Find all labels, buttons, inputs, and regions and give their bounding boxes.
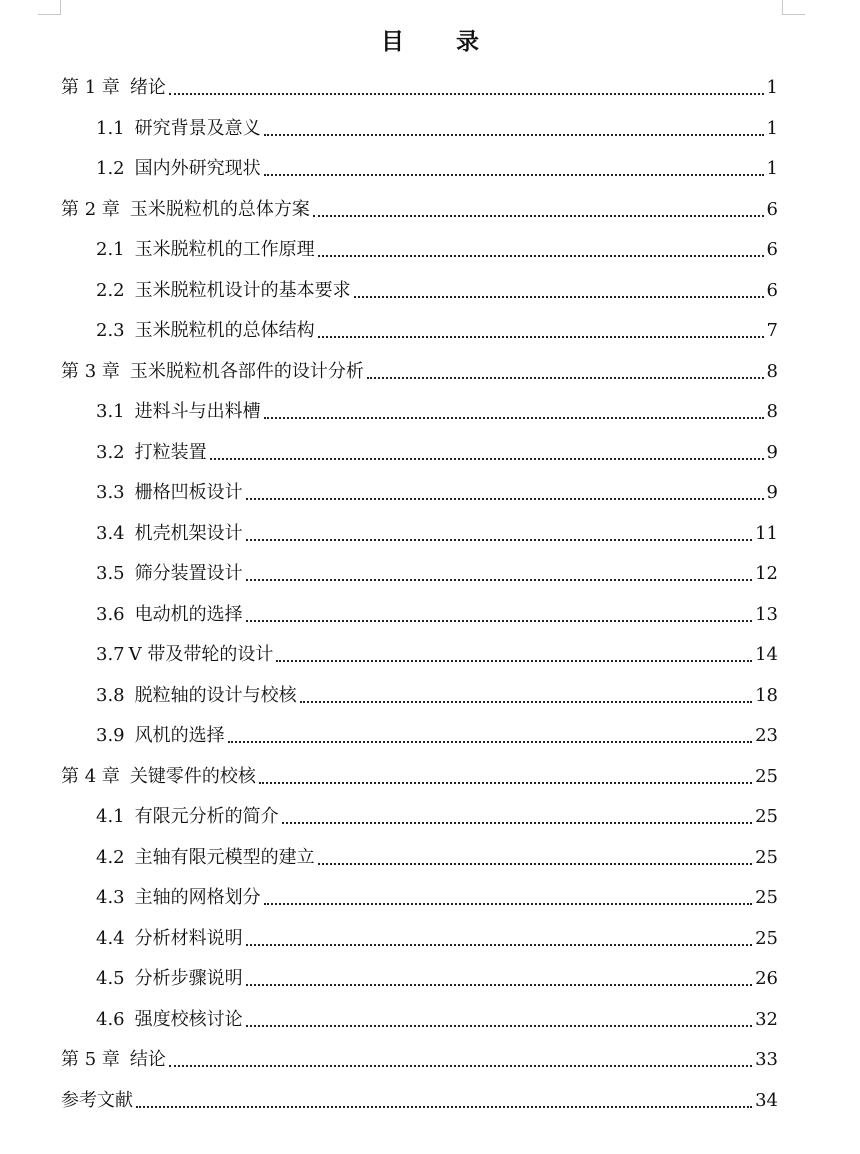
toc-chapter-entry[interactable] [61,192,778,222]
toc-entry-page-number: 25 [755,846,778,868]
toc-entry-page-number: 11 [755,522,778,544]
toc-section-entry[interactable] [96,556,778,586]
toc-entry-number: 1.1 [96,117,125,139]
toc-dot-leader [318,863,752,865]
toc-section-entry[interactable] [96,516,778,546]
toc-entry-page-number: 6 [766,198,778,220]
toc-chapter-entry[interactable] [61,759,778,789]
toc-entry-number: 3.3 [96,482,125,503]
toc-section-entry[interactable] [96,151,778,181]
toc-entry-number: 3.4 [96,522,125,544]
toc-dot-leader [354,296,764,298]
toc-dot-leader [169,1065,752,1067]
toc-section-entry[interactable] [96,1002,778,1032]
toc-entry-page-number: 1 [766,117,778,139]
toc-entry-page-number: 1 [766,158,778,179]
toc-entry-label: 参考文献 [61,1089,133,1111]
toc-entry-number: 3.7 [96,644,125,665]
toc-dot-leader [264,174,764,176]
toc-entry-page-number: 9 [766,482,778,503]
toc-entry-label: 研究背景及意义 [134,117,261,139]
toc-entry-page-number: 13 [755,603,778,625]
toc-entry-number: 3.8 [96,684,125,706]
toc-entry-page-number: 34 [755,1089,778,1111]
toc-entry-label: 结论 [129,1049,166,1070]
toc-dot-leader [264,134,764,136]
toc-entry-page-number: 12 [755,563,778,584]
toc-entry-page-number: 23 [755,725,778,746]
toc-section-entry[interactable] [96,111,778,141]
toc-entry-page-number: 25 [755,765,778,787]
toc-entry-label: 打粒装置 [134,441,207,463]
toc-entry-page-number: 25 [755,806,778,827]
toc-dot-leader [210,458,764,460]
toc-entry-label: 国内外研究现状 [134,158,261,179]
toc-entry-label: 脱粒轴的设计与校核 [134,684,297,706]
toc-entry-number: 2.1 [96,239,125,260]
toc-entry-label: 玉米脱粒机的总体方案 [129,198,310,220]
toc-dot-leader [136,1106,752,1108]
page-corner-mark-top-left [38,0,61,15]
toc-entry-number: 4.6 [96,1008,125,1030]
toc-entry-page-number: 32 [755,1008,778,1030]
toc-entry-label: 主轴有限元模型的建立 [134,846,315,868]
toc-section-entry[interactable] [96,840,778,870]
toc-entry-number: 3.6 [96,603,125,625]
toc-chapter-entry[interactable] [61,1083,778,1113]
toc-entry-number: 3.5 [96,563,125,584]
toc-entry-number: 第 4 章 [61,765,120,787]
toc-entry-label: V 带及带轮的设计 [128,644,274,665]
toc-entry-label: 绪论 [129,77,166,98]
toc-entry-page-number: 18 [755,684,778,706]
toc-entry-page-number: 25 [755,887,778,908]
toc-dot-leader [313,215,764,217]
toc-dot-leader [246,944,752,946]
toc-entry-page-number: 6 [766,239,778,260]
toc-section-entry[interactable] [96,880,778,910]
toc-entry-page-number: 6 [766,279,778,301]
toc-section-entry[interactable] [96,637,778,667]
page-corner-mark-top-right [782,0,805,15]
toc-section-entry[interactable] [96,718,778,748]
toc-entry-number: 4.1 [96,806,125,827]
toc-entry-number: 4.2 [96,846,125,868]
toc-entry-number: 3.1 [96,401,125,422]
toc-chapter-entry[interactable] [61,70,778,100]
toc-section-entry[interactable] [96,597,778,627]
toc-dot-leader [246,984,752,986]
toc-section-entry[interactable] [96,273,778,303]
toc-entry-number: 4.4 [96,927,125,949]
toc-dot-leader [318,336,764,338]
toc-entry-label: 分析材料说明 [134,927,243,949]
toc-entry-number: 3.2 [96,441,125,463]
toc-entry-page-number: 33 [755,1049,778,1070]
toc-entry-number: 3.9 [96,725,125,746]
toc-section-entry[interactable] [96,232,778,262]
toc-dot-leader [246,498,764,500]
toc-section-entry[interactable] [96,799,778,829]
toc-entry-label: 关键零件的校核 [129,765,256,787]
toc-entry-number: 第 1 章 [61,77,120,98]
toc-section-entry[interactable] [96,678,778,708]
toc-dot-leader [282,822,752,824]
toc-dot-leader [276,660,752,662]
toc-entry-label: 机壳机架设计 [134,522,243,544]
toc-chapter-entry[interactable] [61,354,778,384]
toc-entry-number: 4.3 [96,887,125,908]
toc-dot-leader [318,255,764,257]
toc-entry-label: 分析步骤说明 [134,968,243,989]
toc-dot-leader [169,93,764,95]
toc-entry-label: 玉米脱粒机设计的基本要求 [134,279,351,301]
toc-dot-leader [300,701,752,703]
toc-entry-label: 玉米脱粒机各部件的设计分析 [129,360,364,382]
toc-entry-page-number: 9 [766,441,778,463]
toc-section-entry[interactable] [96,961,778,991]
toc-entry-page-number: 8 [766,360,778,382]
toc-entry-number: 第 3 章 [61,360,120,382]
toc-dot-leader [228,741,752,743]
toc-entry-label: 电动机的选择 [134,603,243,625]
toc-entry-label: 进料斗与出料槽 [134,401,261,422]
toc-entry-label: 主轴的网格划分 [134,887,261,908]
toc-section-entry[interactable] [96,394,778,424]
toc-dot-leader [264,903,752,905]
toc-entry-label: 有限元分析的简介 [134,806,279,827]
page-title: 目 录 [380,28,501,55]
toc-dot-leader [264,417,764,419]
toc-dot-leader [246,620,752,622]
toc-entry-page-number: 7 [766,320,778,341]
toc-entry-page-number: 26 [755,968,778,989]
toc-entry-number: 第 2 章 [61,198,120,220]
toc-entry-page-number: 8 [766,401,778,422]
toc-entry-label: 风机的选择 [134,725,225,746]
toc-entry-label: 玉米脱粒机的总体结构 [134,320,315,341]
toc-dot-leader [367,377,764,379]
toc-entry-page-number: 25 [755,927,778,949]
toc-dot-leader [246,539,752,541]
toc-section-entry[interactable] [96,475,778,505]
toc-entry-label: 栅格凹板设计 [134,482,243,503]
toc-entry-label: 玉米脱粒机的工作原理 [134,239,315,260]
toc-section-entry[interactable] [96,435,778,465]
toc-entry-number: 第 5 章 [61,1049,120,1070]
toc-entry-label: 强度校核讨论 [134,1008,243,1030]
toc-section-entry[interactable] [96,921,778,951]
toc-entry-number: 4.5 [96,968,125,989]
toc-chapter-entry[interactable] [61,1042,778,1072]
toc-entry-page-number: 14 [755,644,778,665]
toc-entry-number: 2.3 [96,320,125,341]
toc-entry-number: 2.2 [96,279,125,301]
toc-entry-page-number: 1 [766,77,778,98]
toc-entry-number: 1.2 [96,158,125,179]
toc-section-entry[interactable] [96,313,778,343]
toc-dot-leader [246,1025,752,1027]
toc-entry-label: 筛分装置设计 [134,563,243,584]
toc-dot-leader [259,782,752,784]
toc-dot-leader [246,579,752,581]
